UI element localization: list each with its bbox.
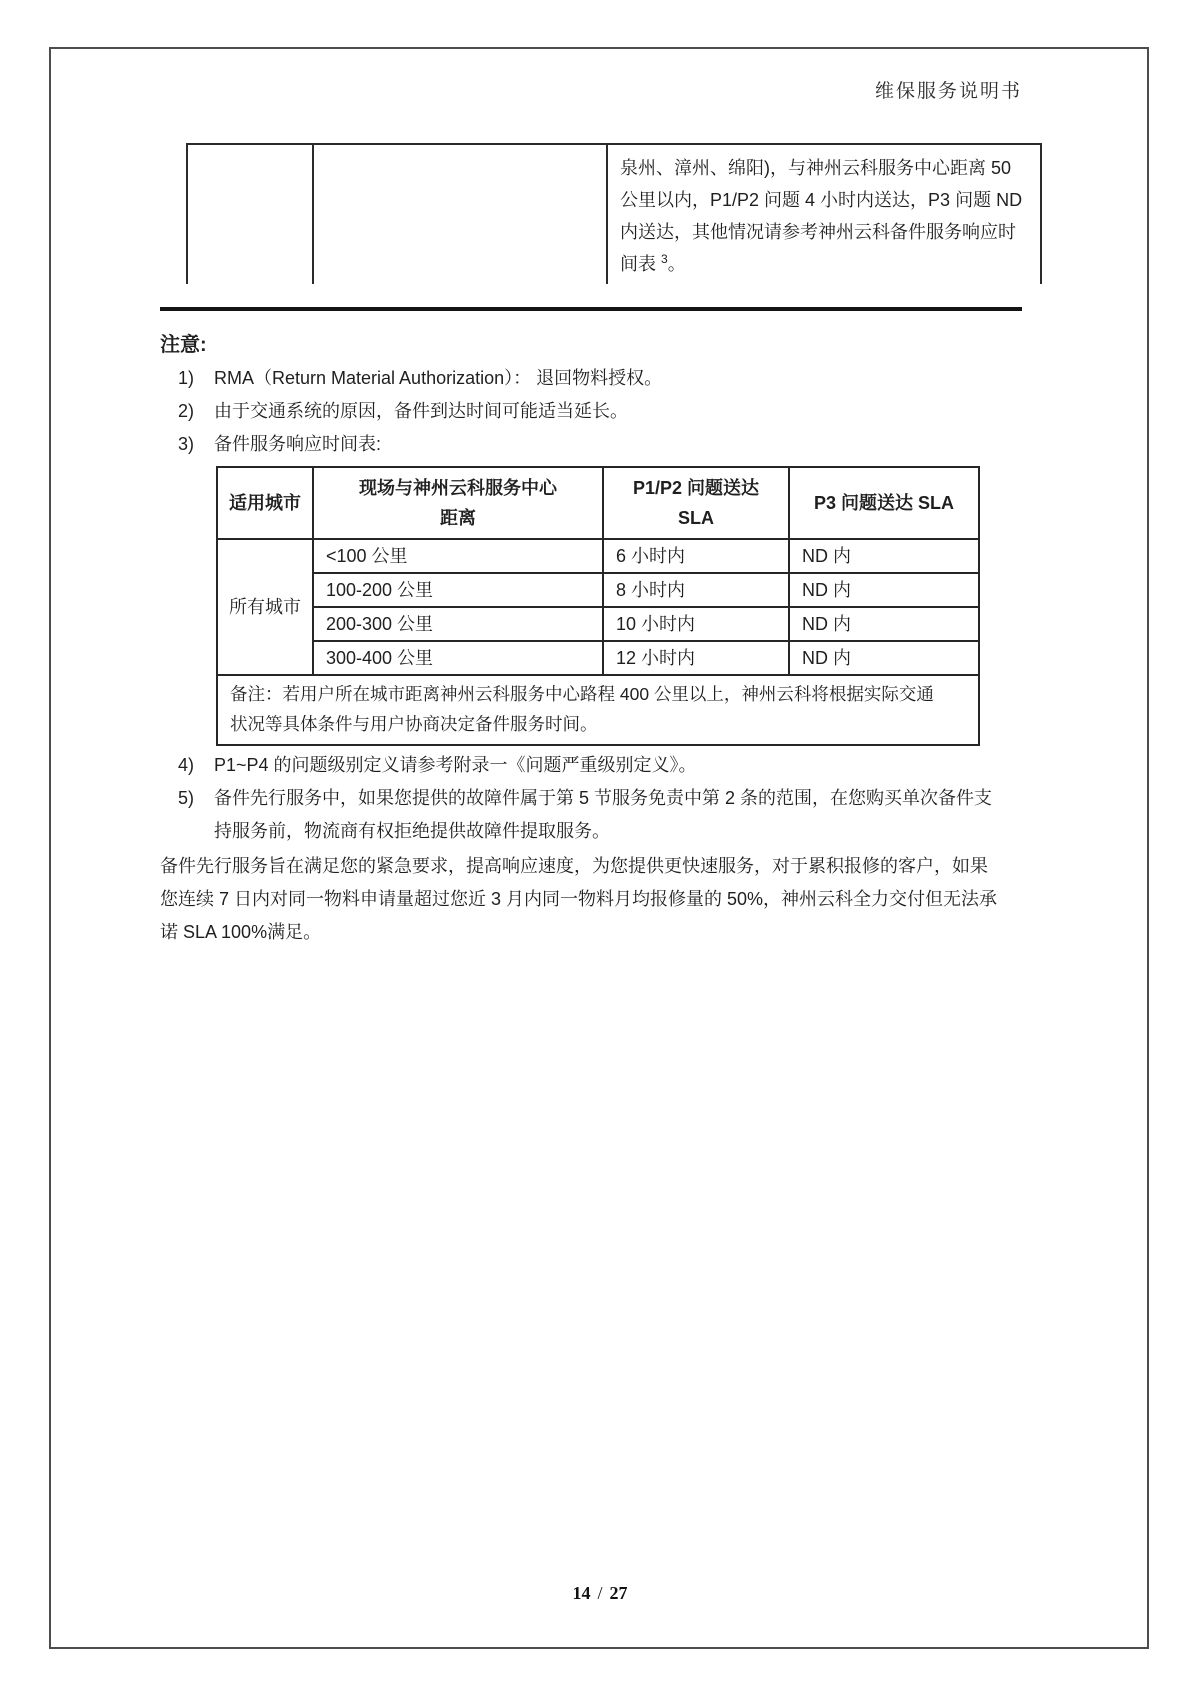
- table-note-cell: [217, 675, 979, 745]
- list-item-number: 5): [178, 788, 195, 808]
- cell-p12-sla: 10 小时内: [603, 607, 789, 641]
- list-item-text: P1~P4 的问题级别定义请参考附录一《问题严重级别定义》。: [214, 755, 697, 775]
- closing-paragraph: [160, 850, 1040, 949]
- notice-heading: 注意:: [160, 334, 207, 356]
- page-number-separator: /: [597, 1583, 603, 1603]
- page-header-title: 维保服务说明书: [874, 81, 1022, 102]
- section-divider-rule: [160, 307, 1022, 311]
- cell-p3-sla: ND 内: [789, 641, 979, 675]
- list-item: [160, 428, 1040, 461]
- header-cell-p12-sla: P1/P2 问题送达 SLA: [603, 467, 789, 539]
- cell-p12-sla: 6 小时内: [603, 539, 789, 573]
- list-item: [160, 782, 1040, 848]
- list-item-number: 2): [178, 401, 195, 421]
- header-cell-distance: 现场与神州云科服务中心 距离: [313, 467, 603, 539]
- table-row: [217, 539, 979, 573]
- cell-p3-sla: ND 内: [789, 607, 979, 641]
- spare-parts-sla-table: [216, 466, 980, 746]
- cell-line: 泉州、漳州、绵阳)，与神州云科服务中心距离 50: [620, 158, 1012, 178]
- cell-p12-sla: 12 小时内: [603, 641, 789, 675]
- body-content: [160, 329, 1040, 949]
- paragraph-line: 您连续 7 日内对同一物料申请量超过您近 3 月内同一物料月均报修量的 50%，神州云科全力交付但无法承: [160, 889, 998, 909]
- item-line: 持服务前，物流商有权拒绝提供故障件提取服务。: [214, 821, 610, 841]
- table-row: [187, 144, 1041, 284]
- top-table-cell-text: [607, 144, 1041, 284]
- cell-distance: 200-300 公里: [313, 607, 603, 641]
- footnote-ref: 3: [661, 252, 668, 266]
- cell-city-group: 所有城市: [217, 539, 313, 675]
- cell-line: 公里以内，P1/P2 问题 4 小时内送达，P3 问题 ND: [620, 190, 1023, 210]
- item-line: 备件先行服务中，如果您提供的故障件属于第 5 节服务免责中第 2 条的范围，在您购买单次备件支: [214, 788, 993, 808]
- paragraph-line: 诺 SLA 100%满足。: [160, 922, 322, 942]
- list-item: [160, 395, 1040, 428]
- cell-distance: 100-200 公里: [313, 573, 603, 607]
- list-item-text: 由于交通系统的原因，备件到达时间可能适当延长。: [214, 401, 628, 421]
- table-row: [217, 573, 979, 607]
- cell-line: 内送达，其他情况请参考神州云科备件服务响应时: [620, 222, 1016, 242]
- top-table-cell-empty-1: [187, 144, 313, 284]
- paragraph-line: 备件先行服务旨在满足您的紧急要求，提高响应速度，为您提供更快速服务，对于累积报修的客户，如果: [160, 856, 988, 876]
- list-item-text: [214, 782, 1040, 848]
- table-note-row: [217, 675, 979, 745]
- page-footer: [0, 1583, 1200, 1604]
- list-item-text: 备件服务响应时间表:: [214, 434, 382, 454]
- cell-line-with-footnote: 间表 $^3$。: [620, 252, 686, 274]
- page-number: 14: [572, 1583, 591, 1603]
- header-cell-p3-sla: P3 问题送达 SLA: [789, 467, 979, 539]
- cell-distance: <100 公里: [313, 539, 603, 573]
- page-total: 27: [609, 1583, 628, 1603]
- list-item-number: 1): [178, 368, 195, 388]
- continued-table-fragment: [186, 143, 1042, 284]
- list-item: [160, 362, 1040, 395]
- note-line: 状况等具体条件与用户协商决定备件服务时间。: [230, 714, 598, 734]
- note-line: 备注：若用户所在城市距离神州云科服务中心路程 400 公里以上，神州云科将根据实际交通: [230, 684, 934, 704]
- cell-p3-sla: ND 内: [789, 539, 979, 573]
- cell-p3-sla: ND 内: [789, 573, 979, 607]
- table-row: [217, 607, 979, 641]
- list-item-number: 3): [178, 434, 195, 454]
- table-row: [217, 641, 979, 675]
- cell-distance: 300-400 公里: [313, 641, 603, 675]
- top-table-cell-empty-2: [313, 144, 607, 284]
- list-item-text: RMA（Return Material Authorization）： 退回物料授权。: [214, 368, 663, 388]
- top-table-cell-body: [608, 145, 1040, 284]
- header-cell-city: 适用城市: [217, 467, 313, 539]
- list-item-number: 4): [178, 755, 195, 775]
- table-header-row: [217, 467, 979, 539]
- list-item: [160, 749, 1040, 782]
- cell-p12-sla: 8 小时内: [603, 573, 789, 607]
